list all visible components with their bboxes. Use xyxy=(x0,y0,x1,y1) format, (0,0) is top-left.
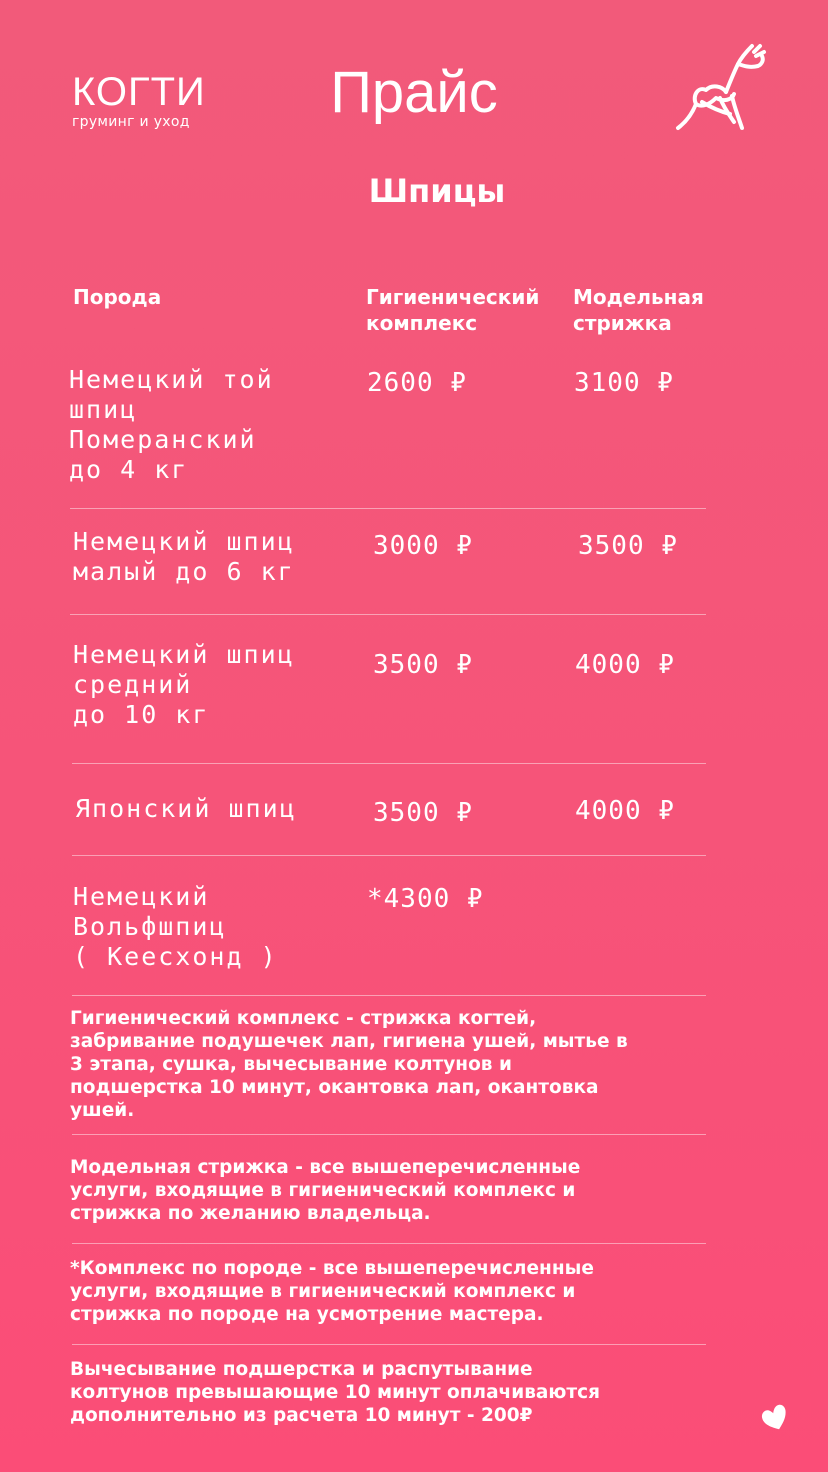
divider xyxy=(72,763,706,764)
note-line: ушей. xyxy=(70,1100,135,1121)
breed-line: ( Кеесхонд ) xyxy=(73,942,278,971)
breed-line: Немецкий той xyxy=(69,365,274,394)
breed-line: Японский шпиц xyxy=(75,794,297,823)
page-title: Прайс xyxy=(330,60,498,125)
note-line: забривание подушечек лап, гигиена ушей, мытье в xyxy=(70,1031,628,1052)
note-hygiene xyxy=(70,1007,720,1122)
breed-line: средний xyxy=(73,670,193,699)
price-hygiene: 3000 ₽ xyxy=(373,531,473,561)
brand-name: КОГТИ xyxy=(72,70,206,114)
price-hygiene: *4300 ₽ xyxy=(367,884,484,914)
note-line: Гигиенический комплекс - стрижка когтей, xyxy=(70,1008,537,1029)
header-hygiene-line: Гигиенический xyxy=(366,285,540,309)
price-hygiene: 2600 ₽ xyxy=(367,368,467,398)
dog-scribble-icon xyxy=(672,42,768,134)
breed-line: Немецкий шпиц xyxy=(73,527,295,556)
breed-line: Померанский xyxy=(69,425,257,454)
divider xyxy=(70,508,706,509)
note-line: Вычесывание подшерстка и распутывание xyxy=(70,1359,533,1380)
price-hygiene: 3500 ₽ xyxy=(373,650,473,680)
note-line: 3 этапа, сушка, вычесывание колтунов и xyxy=(70,1054,512,1075)
breed-line: Вольфшпиц xyxy=(73,912,227,941)
price-model: 3500 ₽ xyxy=(578,531,678,561)
note-line: дополнительно из расчета 10 минут - 200₽ xyxy=(70,1405,533,1426)
note-line: подшерстка 10 минут, окантовка лап, окантовка xyxy=(70,1077,599,1098)
brand-subtitle: груминг и уход xyxy=(72,114,190,130)
note-breed-complex xyxy=(70,1257,720,1326)
price-model: 4000 ₽ xyxy=(575,796,675,826)
note-line: Модельная стрижка - все вышеперечисленные xyxy=(70,1157,581,1178)
note-line: услуги, входящие в гигиенический комплекс и xyxy=(70,1180,576,1201)
breed-line: до 10 кг xyxy=(73,700,210,729)
breed-line: Немецкий xyxy=(73,882,210,911)
price-model: 3100 ₽ xyxy=(574,368,674,398)
breed-line: малый до 6 кг xyxy=(73,557,295,586)
breed-line: Немецкий шпиц xyxy=(73,640,295,669)
table-row-breed xyxy=(69,365,274,485)
heart-icon xyxy=(760,1404,790,1432)
price-model: 4000 ₽ xyxy=(575,650,675,680)
divider xyxy=(72,855,706,856)
note-line: стрижка по желанию владельца. xyxy=(70,1203,431,1224)
header-model-line: стрижка xyxy=(573,311,672,335)
note-line: *Комплекс по породе - все вышеперечисленные xyxy=(70,1258,594,1279)
divider xyxy=(72,1134,706,1135)
header-breed: Порода xyxy=(73,285,162,309)
breed-line: до 4 кг xyxy=(69,455,189,484)
note-line: колтунов превышающие 10 минут оплачиваются xyxy=(70,1382,600,1403)
divider xyxy=(70,614,706,615)
table-row-breed xyxy=(73,527,295,587)
breed-line: шпиц xyxy=(69,395,138,424)
price-hygiene: 3500 ₽ xyxy=(373,798,473,828)
table-row-breed xyxy=(73,640,295,730)
header-hygiene xyxy=(366,284,539,336)
table-row-breed xyxy=(73,882,278,972)
header-model-line: Модельная xyxy=(573,285,704,309)
header-model xyxy=(573,284,704,336)
note-model xyxy=(70,1156,720,1225)
divider xyxy=(72,1243,706,1244)
note-line: услуги, входящие в гигиенический комплекс и xyxy=(70,1281,576,1302)
table-row-breed xyxy=(75,794,297,824)
divider xyxy=(72,995,706,996)
note-line: стрижка по породе на усмотрение мастера. xyxy=(70,1304,544,1325)
section-title: Шпицы xyxy=(368,172,506,210)
divider xyxy=(72,1344,706,1345)
header-hygiene-line: комплекс xyxy=(366,311,478,335)
note-extra xyxy=(70,1358,720,1427)
